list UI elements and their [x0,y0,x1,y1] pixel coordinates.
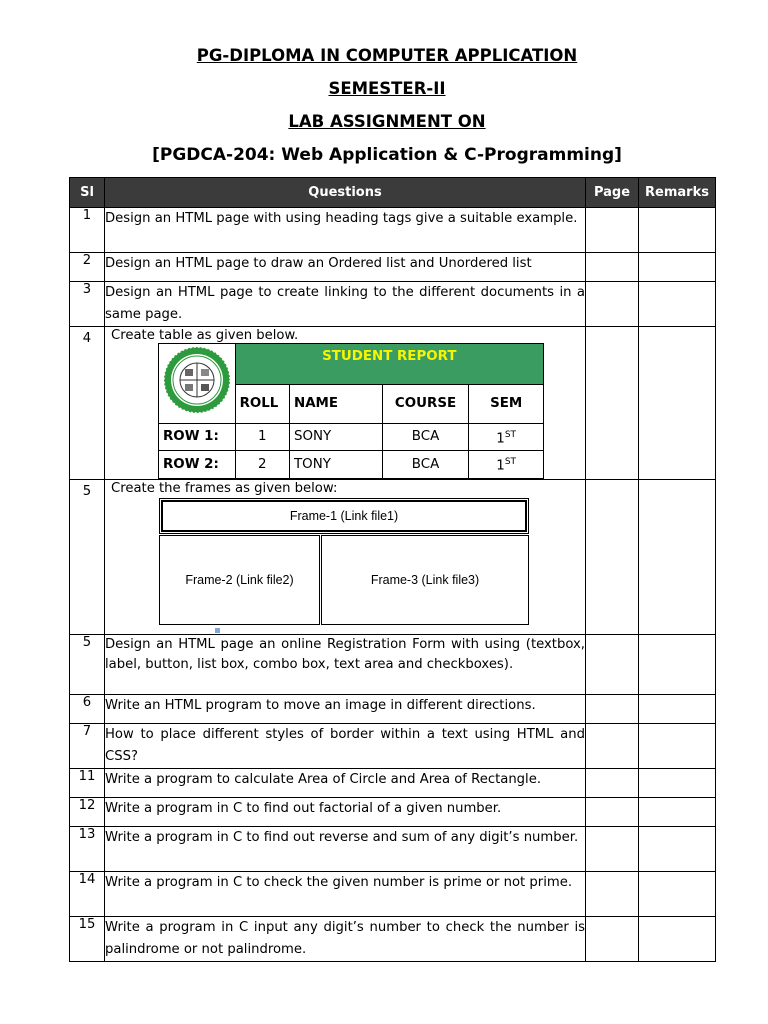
semester-title: SEMESTER-II [328,79,446,98]
table-header-row [70,178,716,208]
sr-roll: 2 [235,451,289,478]
page-cell [586,480,639,635]
question-cell-with-frames [105,480,586,635]
question-cell: Design an HTML page to create linking to the different documents in a same page. [105,282,586,327]
remarks-cell [639,480,716,635]
sr-roll: 1 [235,424,289,451]
sr-sem [469,424,544,451]
frame-2: Frame-2 (Link file2) [159,535,320,625]
sr-header-course: COURSE [382,385,469,424]
column-header-sl: Sl [70,178,105,208]
sl-cell: 4 [70,327,105,480]
sl-cell: 14 [70,872,105,917]
sr-sem-value: 1 [496,431,505,447]
remarks-cell [639,695,716,724]
frames-example [111,480,579,634]
student-report-example [111,334,579,479]
column-header-remarks: Remarks [639,178,716,208]
sr-sem-suffix: ST [504,457,517,468]
table-row [70,253,716,282]
remarks-cell [639,798,716,827]
remarks-cell [639,827,716,872]
student-report-title: STUDENT REPORT [235,344,543,385]
question-cell: Write a program in C to find out reverse and sum of any digit’s number. [105,827,586,872]
question-cell: Write a program to calculate Area of Circle and Area of Rectangle. [105,769,586,798]
question-cell: Design an HTML page with using heading tags give a suitable example. [105,208,586,253]
sl-cell: 3 [70,282,105,327]
remarks-cell [639,282,716,327]
table-row [70,695,716,724]
sl-cell: 5 [70,480,105,635]
remarks-cell [639,327,716,480]
sr-course: BCA [382,451,469,478]
sr-row [159,424,544,451]
sl-cell: 7 [70,724,105,769]
page-cell [586,917,639,962]
table-row [70,917,716,962]
remarks-cell [639,635,716,695]
question-text: Create the frames as given below: [111,481,338,496]
sl-cell: 2 [70,253,105,282]
sl-cell: 15 [70,917,105,962]
table-row [70,798,716,827]
table-row [70,635,716,695]
column-header-questions: Questions [105,178,586,208]
table-row [70,724,716,769]
question-cell: Design an HTML page to draw an Ordered list and Unordered list [105,253,586,282]
page-cell [586,635,639,695]
resize-handle-icon [215,628,220,633]
sr-row-label: ROW 2: [159,451,236,478]
frame-1: Frame-1 (Link file1) [161,500,527,532]
sr-header-name: NAME [289,385,382,424]
sl-cell: 12 [70,798,105,827]
table-row [70,282,716,327]
page-cell [586,282,639,327]
page-cell [586,695,639,724]
course-title: [PGDCA-204: Web Application & C-Programming] [152,145,622,165]
page-cell [586,769,639,798]
sr-sem-suffix: ST [504,430,517,440]
table-row [70,480,716,635]
assignment-table [69,177,716,962]
sr-name: TONY [289,451,382,478]
page-cell [586,872,639,917]
sr-row-label: ROW 1: [159,424,236,451]
sr-sem [469,451,544,478]
question-cell: Write a program in C to check the given number is prime or not prime. [105,872,586,917]
column-header-page: Page [586,178,639,208]
table-row [70,769,716,798]
logo-cell [159,344,236,424]
document-header [0,44,768,176]
frame-3: Frame-3 (Link file3) [321,535,529,625]
sr-name: SONY [289,424,382,451]
sl-cell: 5 [70,635,105,695]
program-title: PG-DIPLOMA IN COMPUTER APPLICATION [196,46,578,65]
sr-sem-value: 1 [496,458,505,474]
page-cell [586,208,639,253]
sl-cell: 1 [70,208,105,253]
university-seal-icon [162,345,232,415]
lab-assignment-title: LAB ASSIGNMENT ON [288,112,486,131]
sr-header-sem: SEM [469,385,544,424]
table-row [70,872,716,917]
sl-cell: 6 [70,695,105,724]
table-row [70,208,716,253]
remarks-cell [639,769,716,798]
question-text: Create table as given below. [111,328,299,343]
question-cell: Write an HTML program to move an image in different directions. [105,695,586,724]
page-cell [586,798,639,827]
remarks-cell [639,208,716,253]
sr-row [159,451,544,478]
question-cell: Write a program in C to find out factorial of a given number. [105,798,586,827]
table-row [70,327,716,480]
sr-course: BCA [382,424,469,451]
page-cell [586,724,639,769]
sr-header-roll: ROLL [235,385,289,424]
sl-cell: 13 [70,827,105,872]
question-cell: How to place different styles of border within a text using HTML and CSS? [105,724,586,769]
question-cell: Design an HTML page an online Registration Form with using (textbox, label, button, list box, combo box, text area and checkboxes). [105,635,586,695]
page-cell [586,253,639,282]
question-cell-with-table [105,327,586,480]
remarks-cell [639,724,716,769]
sl-cell: 11 [70,769,105,798]
remarks-cell [639,917,716,962]
table-row [70,827,716,872]
page-cell [586,327,639,480]
remarks-cell [639,253,716,282]
question-cell: Write a program in C input any digit’s number to check the number is palindrome or not palindrome. [105,917,586,962]
student-report-table [158,343,544,479]
page-cell [586,827,639,872]
remarks-cell [639,872,716,917]
